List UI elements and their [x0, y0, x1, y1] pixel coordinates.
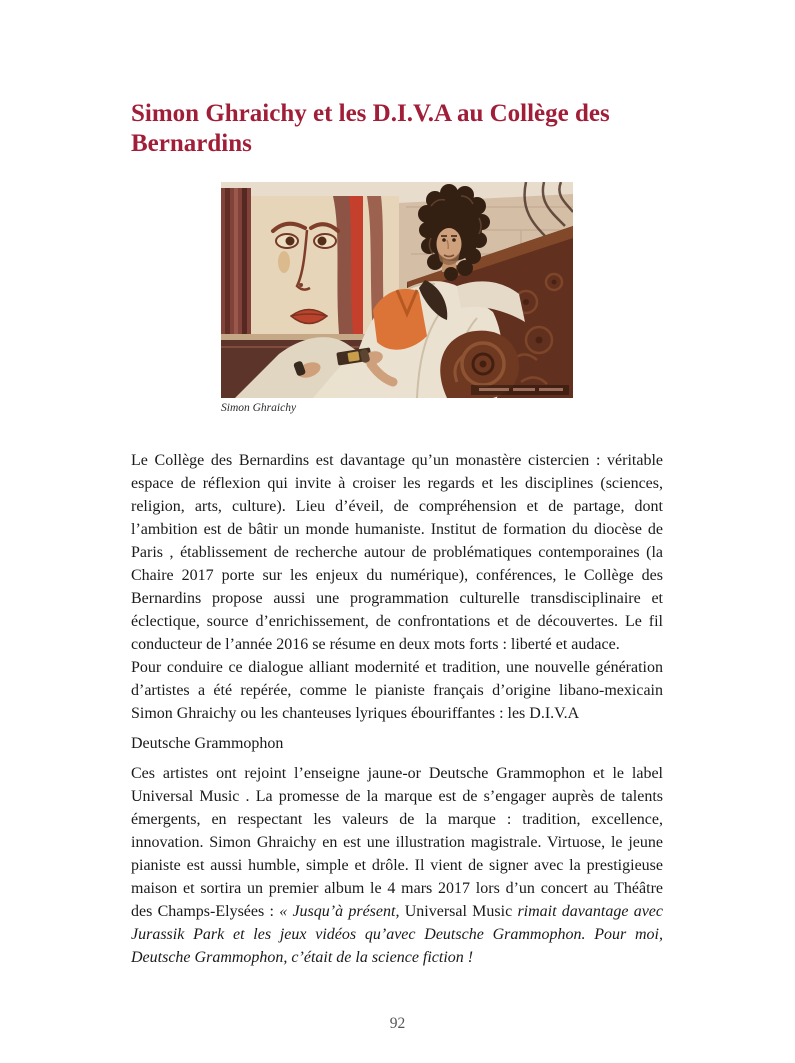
subheading-deutsche-grammophon: Deutsche Grammophon: [131, 735, 284, 752]
paragraph-nouvelle-generation: Pour conduire ce dialogue alliant modernité et tradition, une nouvelle génération d’artistes a été repérée, comme le pianiste français d’origine libano-mexicain Simon Ghraichy ou les chanteuses lyriques ébouriffantes : les D.I.V.A: [131, 659, 663, 722]
page-title: Simon Ghraichy et les D.I.V.A au Collège des Bernardins: [131, 100, 610, 157]
paragraph-deutsche-grammophon: Ces artistes ont rejoint l’enseigne jaune-or Deutsche Grammophon et le label Universal Music . La promesse de la marque est de s’engager auprès de talents émergents, en respectant les valeurs de la marque : tradition, excellence, innovation. Simon Ghraichy en est une illustration magistrale. Virtuose, le jeune pianiste est aussi humble, simple et drôle. Il vient de signer avec la prestigieuse maison et sortira un premier album le 4 mars 2017 lors d’un concert au Théâtre des Champs-Elysées : « Jusqu’à présent, Universal Music rimait davantage avec Jurassik Park et les jeux vidéos qu’avec Deutsche Grammophon. Pour moi, Deutsche Grammophon, c’était de la science fiction !: [131, 765, 664, 966]
photo-credit-watermark: [471, 385, 569, 395]
photo-caption: Simon Ghraichy: [221, 402, 297, 414]
article-photo-figure: [221, 182, 573, 414]
article-body: [131, 449, 663, 976]
simon-ghraichy-photo: [221, 182, 573, 398]
page-number: 92: [389, 1015, 406, 1032]
paragraph-college-bernardins: Le Collège des Bernardins est davantage qu’un monastère cistercien : véritable espace de réflexion qui invite à croiser les regards et les disciplines (sciences, religion, arts, culture). Lieu d’éveil, de compréhension et de partage, dont l’ambition est de bâtir un monde humaniste. Institut de formation du diocèse de Paris , établissement de recherche autour de problématiques contemporaines (la Chaire 2017 porte sur les enjeux du numérique), conférences, le Collège des Bernardins propose aussi une programmation culturelle transdisciplinaire et éclectique, source d’enrichissement, de confrontations et de découvertes. Le fil conducteur de l’année 2016 se résume en deux mots forts : liberté et audace.: [131, 452, 663, 653]
